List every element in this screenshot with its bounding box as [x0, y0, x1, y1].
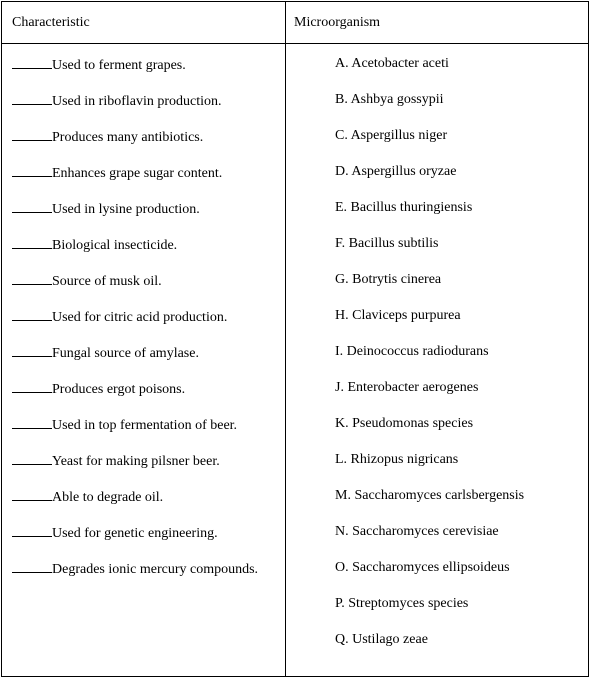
answer-blank[interactable]	[12, 128, 52, 141]
answer-blank[interactable]	[12, 524, 52, 537]
characteristic-text: Used for genetic engineering.	[52, 526, 218, 541]
characteristic-text: Used in lysine production.	[52, 202, 200, 217]
characteristic-item	[12, 416, 258, 452]
characteristic-item	[12, 56, 258, 92]
characteristic-text: Used in riboflavin production.	[52, 94, 222, 109]
characteristic-item	[12, 344, 258, 380]
answer-blank[interactable]	[12, 560, 52, 573]
microorganism-item: A. Acetobacter aceti	[335, 56, 449, 71]
characteristic-text: Able to degrade oil.	[52, 490, 164, 505]
microorganism-item: O. Saccharomyces ellipsoideus	[335, 560, 510, 575]
characteristic-item	[12, 308, 258, 344]
characteristic-item	[12, 560, 258, 596]
answer-blank[interactable]	[12, 344, 52, 357]
answer-blank[interactable]	[12, 200, 52, 213]
microorganism-column-header: Microorganism	[294, 15, 381, 30]
characteristic-list	[12, 56, 258, 596]
microorganism-item: H. Claviceps purpurea	[335, 308, 461, 323]
microorganism-item: C. Aspergillus niger	[335, 128, 448, 143]
matching-table	[1, 1, 589, 677]
microorganism-item: D. Aspergillus oryzae	[335, 164, 457, 179]
microorganism-item: J. Enterobacter aerogenes	[335, 380, 479, 395]
characteristic-text: Yeast for making pilsner beer.	[52, 454, 220, 469]
characteristic-text: Produces many antibiotics.	[52, 130, 204, 145]
characteristic-text: Source of musk oil.	[52, 274, 162, 289]
characteristic-item	[12, 524, 258, 560]
microorganism-item: F. Bacillus subtilis	[335, 236, 439, 251]
microorganism-item: Q. Ustilago zeae	[335, 632, 428, 647]
characteristic-text: Used to ferment grapes.	[52, 58, 186, 73]
microorganism-item: G. Botrytis cinerea	[335, 272, 442, 287]
characteristic-item	[12, 200, 258, 236]
characteristic-text: Enhances grape sugar content.	[52, 166, 223, 181]
microorganism-item: E. Bacillus thuringiensis	[335, 200, 473, 215]
header-divider	[2, 43, 588, 44]
characteristic-item	[12, 452, 258, 488]
characteristic-item	[12, 236, 258, 272]
characteristic-text: Degrades ionic mercury compounds.	[52, 562, 259, 577]
microorganism-item: P. Streptomyces species	[335, 596, 469, 611]
microorganism-list	[335, 56, 524, 668]
characteristic-text: Used in top fermentation of beer.	[52, 418, 238, 433]
microorganism-item: I. Deinococcus radiodurans	[335, 344, 489, 359]
characteristic-text: Used for citric acid production.	[52, 310, 228, 325]
answer-blank[interactable]	[12, 236, 52, 249]
answer-blank[interactable]	[12, 416, 52, 429]
microorganism-item: K. Pseudomonas species	[335, 416, 474, 431]
microorganism-item: L. Rhizopus nigricans	[335, 452, 459, 467]
answer-blank[interactable]	[12, 452, 52, 465]
column-divider	[285, 2, 286, 676]
answer-blank[interactable]	[12, 308, 52, 321]
characteristic-item	[12, 488, 258, 524]
characteristic-item	[12, 128, 258, 164]
answer-blank[interactable]	[12, 380, 52, 393]
characteristic-column-header: Characteristic	[12, 15, 90, 30]
answer-blank[interactable]	[12, 92, 52, 105]
characteristic-item	[12, 272, 258, 308]
characteristic-item	[12, 92, 258, 128]
answer-blank[interactable]	[12, 56, 52, 69]
characteristic-text: Produces ergot poisons.	[52, 382, 186, 397]
microorganism-item: B. Ashbya gossypii	[335, 92, 444, 107]
characteristic-item	[12, 380, 258, 416]
characteristic-text: Fungal source of amylase.	[52, 346, 199, 361]
answer-blank[interactable]	[12, 488, 52, 501]
characteristic-item	[12, 164, 258, 200]
answer-blank[interactable]	[12, 164, 52, 177]
answer-blank[interactable]	[12, 272, 52, 285]
characteristic-text: Biological insecticide.	[52, 238, 178, 253]
microorganism-item: N. Saccharomyces cerevisiae	[335, 524, 499, 539]
microorganism-item: M. Saccharomyces carlsbergensis	[335, 488, 525, 503]
